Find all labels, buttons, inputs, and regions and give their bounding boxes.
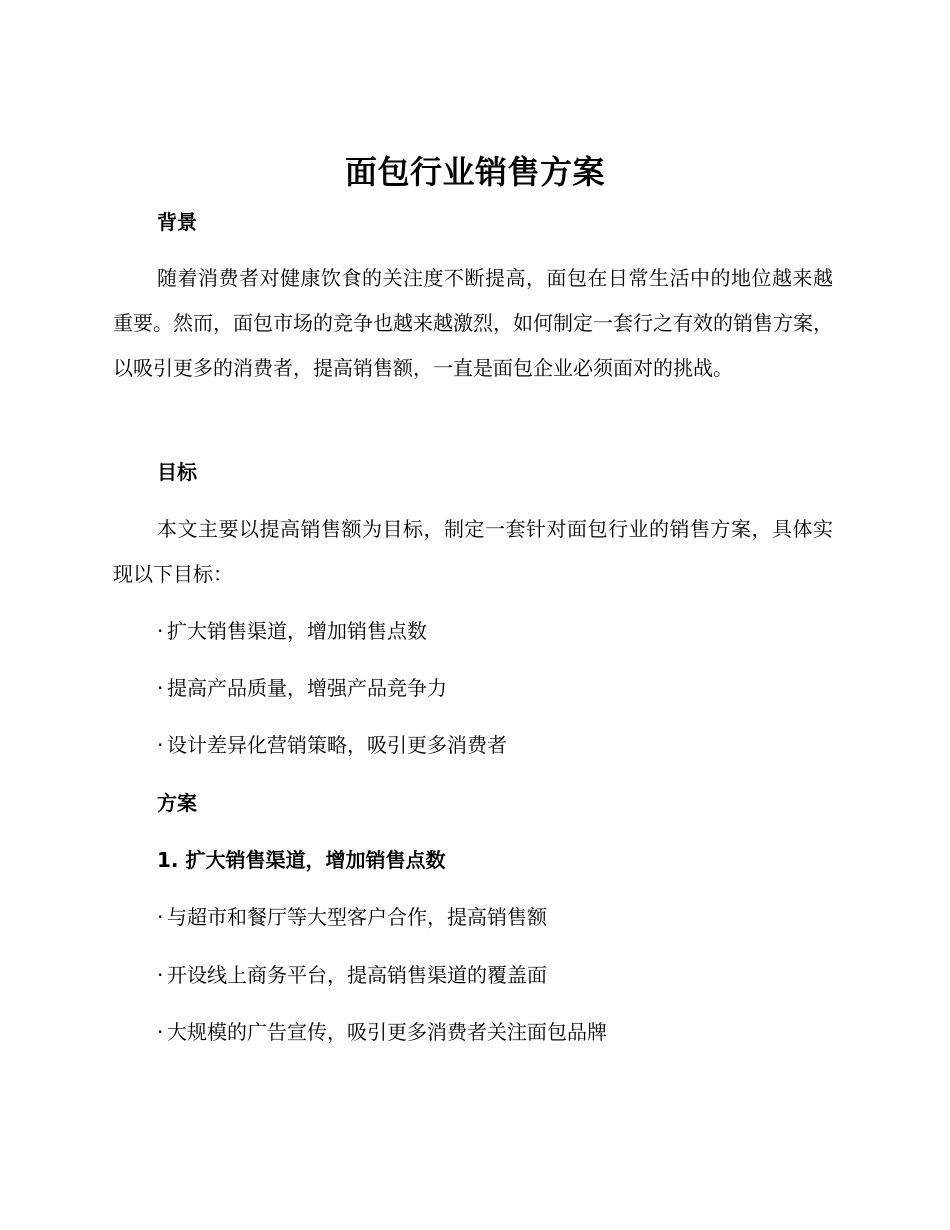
plan-bullet-item xyxy=(157,1018,607,1046)
section-heading-plan: 方案 xyxy=(157,791,197,815)
background-paragraph: 随着消费者对健康饮食的关注度不断提高，面包在日常生活中的地位越来越重要。然而，面包市场的竞争也越来越激烈，如何制定一套行之有效的销售方案，以吸引更多的消费者，提高销售额，一直是面包企业必须面对的挑战。 xyxy=(113,266,833,380)
plan-bullet-item xyxy=(157,903,547,931)
document-title: 面包行业销售方案 xyxy=(344,153,605,191)
bullet-dot: · xyxy=(157,905,164,929)
bullet-dot: · xyxy=(157,1020,164,1044)
goals-bullet-text: 提高产品质量，增强产品竞争力 xyxy=(167,676,447,700)
plan-bullet-item xyxy=(157,961,547,989)
section-heading-background: 背景 xyxy=(157,210,197,234)
plan-bullet-text: 与超市和餐厅等大型客户合作，提高销售额 xyxy=(167,905,547,929)
goals-bullet-text: 扩大销售渠道，增加销售点数 xyxy=(167,619,427,643)
bullet-dot: · xyxy=(157,963,164,987)
section-heading-goals: 目标 xyxy=(157,460,197,484)
goals-bullet-text: 设计差异化营销策略，吸引更多消费者 xyxy=(167,733,507,757)
goals-bullet-item xyxy=(157,617,427,645)
bullet-dot: · xyxy=(157,619,164,643)
plan-item-title: 1. 扩大销售渠道，增加销售点数 xyxy=(157,848,446,872)
goals-paragraph: 本文主要以提高销售额为目标，制定一套针对面包行业的销售方案，具体实现以下目标： xyxy=(113,517,833,586)
plan-bullet-text: 大规模的广告宣传，吸引更多消费者关注面包品牌 xyxy=(167,1020,607,1044)
goals-bullet-item xyxy=(157,731,507,759)
plan-bullet-text: 开设线上商务平台，提高销售渠道的覆盖面 xyxy=(167,963,547,987)
bullet-dot: · xyxy=(157,733,164,757)
bullet-dot: · xyxy=(157,676,164,700)
goals-bullet-item xyxy=(157,674,447,702)
